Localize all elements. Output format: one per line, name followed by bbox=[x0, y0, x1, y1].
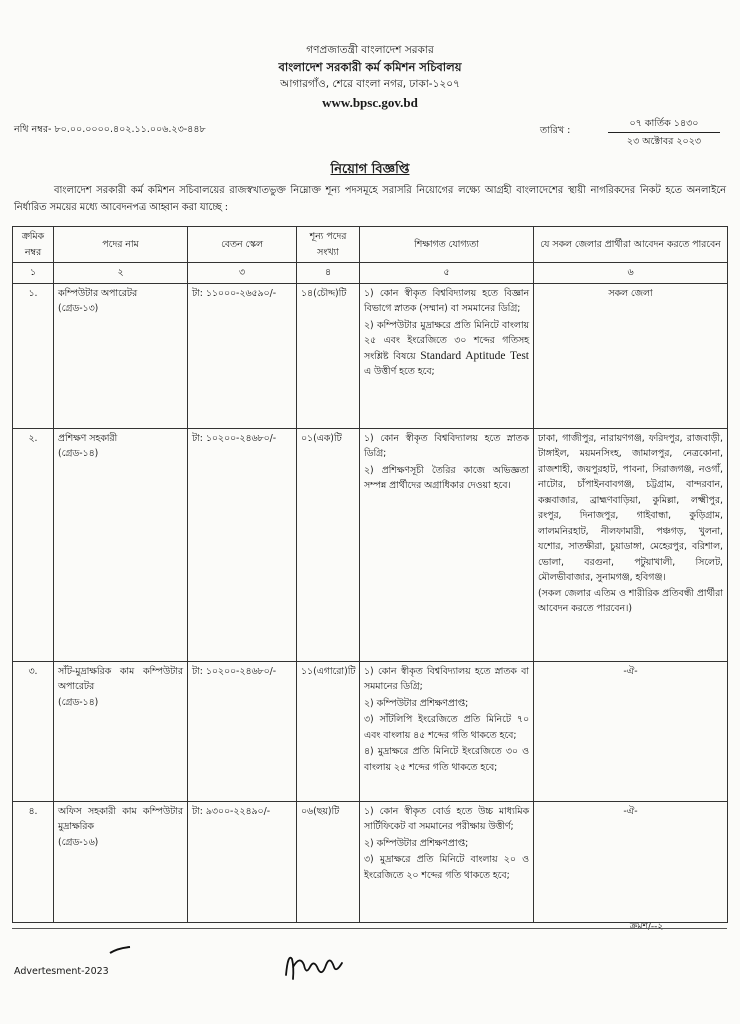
edu-english-text: Standard Aptitude Test bbox=[420, 349, 529, 362]
row-education bbox=[360, 283, 534, 428]
row-districts bbox=[534, 428, 728, 661]
notice-title: নিয়োগ বিজ্ঞপ্তি bbox=[330, 162, 410, 177]
edu-item: ১) কোন স্বীকৃত বিশ্ববিদ্যালয় হতে স্নাতক ডিগ্রি; bbox=[364, 432, 529, 459]
row-education bbox=[360, 428, 534, 661]
edu-item: ৩) সাঁটলিপি ইংরেজিতে প্রতি মিনিটে ৭০ এবং বাংলায় ৪৫ শব্দের গতি থাকতে হবে; bbox=[364, 714, 529, 741]
post-grade: (গ্রেড-১৪) bbox=[58, 448, 99, 459]
row-vacancy: ০৬(ছয়)টি bbox=[297, 801, 360, 922]
post-grade: (গ্রেড-১৬) bbox=[58, 836, 99, 848]
row-districts: -ঐ- bbox=[534, 661, 728, 801]
row-education bbox=[360, 801, 534, 922]
date-bangla: ০৭ কার্তিক ১৪৩০ bbox=[629, 118, 699, 129]
continued-marker: ক্রমশ/--২ bbox=[630, 922, 664, 932]
column-number-row bbox=[13, 263, 728, 284]
edu-item bbox=[364, 318, 529, 380]
row-serial: ৪. bbox=[13, 801, 54, 922]
post-grade: (গ্রেড-১৪) bbox=[58, 696, 99, 708]
memo-number: নথি নম্বর- ৮০.০০.০০০০.৪০২.১১.০০৬.২৩-৪৪৮ bbox=[14, 124, 206, 135]
header-post: পদের নাম bbox=[54, 227, 188, 263]
row-districts: সকল জেলা bbox=[534, 283, 728, 428]
office-name: বাংলাদেশ সরকারী কর্ম কমিশন সচিবালয় bbox=[278, 60, 462, 74]
row-post bbox=[54, 801, 188, 922]
edu-item: ৪) মুদ্রাক্ষরে প্রতি মিনিটে ইংরেজিতে ৩০ ও বাংলায় ২৫ শব্দের গতি থাকতে হবে; bbox=[364, 746, 529, 773]
row-post bbox=[54, 661, 188, 801]
col-number: ১ bbox=[13, 263, 54, 284]
edu-item: ২) কম্পিউটার প্রশিক্ষণপ্রাপ্ত; bbox=[364, 837, 469, 849]
footer-label: Advertesment-2023 bbox=[14, 966, 109, 977]
table-row bbox=[13, 428, 728, 661]
row-districts: -ঐ- bbox=[534, 801, 728, 922]
post-grade: (গ্রেড-১৩) bbox=[58, 303, 99, 314]
col-number: ৫ bbox=[360, 263, 534, 284]
website-link[interactable]: www.bpsc.gov.bd bbox=[322, 95, 418, 110]
date-divider bbox=[608, 132, 720, 133]
edu-text: এ উত্তীর্ণ হতে হবে; bbox=[364, 366, 435, 377]
table-row bbox=[13, 661, 728, 801]
edu-item: ১) কোন স্বীকৃত বিশ্ববিদ্যালয় হতে স্নাতক বা সমমানের ডিগ্রি; bbox=[364, 665, 529, 692]
table-header-row bbox=[13, 227, 728, 263]
header-scale: বেতন স্কেল bbox=[188, 227, 297, 263]
govt-name: গণপ্রজাতন্ত্রী বাংলাদেশ সরকার bbox=[306, 44, 434, 56]
header-vacancy: শূন্য পদের সংখ্যা bbox=[297, 227, 360, 263]
row-scale: টা: ১০২০০-২৪৬৮০/- bbox=[188, 428, 297, 661]
office-address: আগারগাঁও, শেরে বাংলা নগর, ঢাকা-১২০৭ bbox=[280, 78, 460, 90]
edu-item: ১) কোন স্বীকৃত বিশ্ববিদ্যালয় হতে বিজ্ঞান বিভাগে স্নাতক (সম্মান) বা সমমানের ডিগ্রি; bbox=[364, 287, 529, 314]
date-values bbox=[604, 116, 724, 149]
col-number: ৬ bbox=[534, 263, 728, 284]
header-serial: ক্রমিক নম্বর bbox=[13, 227, 54, 263]
letterhead bbox=[0, 42, 740, 111]
table-row bbox=[13, 283, 728, 428]
edu-item: ২) কম্পিউটার প্রশিক্ষণপ্রাপ্ত; bbox=[364, 697, 469, 709]
edu-item: ৩) মুদ্রাক্ষরে প্রতি মিনিটে বাংলায় ২০ ও ইংরেজিতে ২০ শব্দের গতি থাকতে হবে; bbox=[364, 854, 529, 881]
row-post bbox=[54, 428, 188, 661]
edu-item: ২) প্রশিক্ষণসূচী তৈরির কাজে অভিজ্ঞতা সম্পন্ন প্রার্থীদের অগ্রাধিকার দেওয়া হবে। bbox=[364, 464, 529, 491]
post-name: সাঁট-মুদ্রাক্ষরিক কাম কম্পিউটার অপারেটর bbox=[58, 665, 183, 692]
row-vacancy: ১১(এগারো)টি bbox=[297, 661, 360, 801]
date-label: তারিখ : bbox=[540, 125, 571, 136]
district-note: (সকল জেলার এতিম ও শারীরিক প্রতিবন্ধী প্রার্থীরা আবেদন করতে পারবেন।) bbox=[538, 587, 723, 614]
row-vacancy: ০১(এক)টি bbox=[297, 428, 360, 661]
row-vacancy: ১৪(চৌদ্দ)টি bbox=[297, 283, 360, 428]
post-name: কম্পিউটার অপারেটর bbox=[58, 287, 138, 299]
col-number: ৪ bbox=[297, 263, 360, 284]
signature-icon bbox=[280, 945, 350, 989]
vacancy-table bbox=[12, 226, 728, 923]
header-education: শিক্ষাগত যোগ্যতা bbox=[360, 227, 534, 263]
post-name: প্রশিক্ষণ সহকারী bbox=[58, 432, 118, 444]
footer-divider bbox=[12, 928, 727, 929]
row-serial: ১. bbox=[13, 283, 54, 428]
date-english: ২৩ অক্টোবর ২০২৩ bbox=[626, 136, 702, 147]
district-list: ঢাকা, গাজীপুর, নারায়ণগঞ্জ, ফরিদপুর, রাজবাড়ী, টাঙ্গাইল, ময়মনসিংহ, জামালপুর, নেত্রকোনা, রাজশাহী, জয়পুরহাট, পাবনা, সিরাজগঞ্জ, নওগাঁ, নাটোর, চাঁপাইনবাবগঞ্জ, চট্টগ্রাম, বান্দরবান, কক্সবাজার, ব্রাহ্মণবাড়িয়া, কুমিল্লা, লক্ষ্মীপুর, রংপুর, দিনাজপুর, গাইবান্ধা, কুড়িগ্রাম, লালমনিরহাট, নীলফামারী, পঞ্চগড়, খুলনা, যশোর, সাতক্ষীরা, চুয়াডাঙ্গা, মেহেরপুর, বরিশাল, ভোলা, বরগুনা, পটুয়াখালী, সিলেট, মৌলভীবাজার, সুনামগঞ্জ, হবিগঞ্জ। bbox=[538, 432, 723, 583]
row-scale: টা: ১১০০০-২৬৫৯০/- bbox=[188, 283, 297, 428]
row-education bbox=[360, 661, 534, 801]
edu-item: ১) কোন স্বীকৃত বোর্ড হতে উচ্চ মাধ্যমিক সার্টিফিকেট বা সমমানের পরীক্ষায় উত্তীর্ণ; bbox=[364, 805, 529, 832]
col-number: ৩ bbox=[188, 263, 297, 284]
row-scale: টা: ১০২০০-২৪৬৮০/- bbox=[188, 661, 297, 801]
row-post bbox=[54, 283, 188, 428]
intro-paragraph: বাংলাদেশ সরকারী কর্ম কমিশন সচিবালয়ের রাজস্বখাতভুক্ত নিম্নোক্ত শূন্য পদসমূহে সরাসরি নিয়োগের লক্ষ্যে আগ্রহী বাংলাদেশের স্থায়ী নাগরিকদের নিকট হতে অনলাইনে নির্ধারিত সময়ের মধ্যে আবেদনপত্র আহ্বান করা যাচ্ছে : bbox=[14, 185, 727, 213]
edu-text: ২) কম্পিউটার মুদ্রাক্ষরে প্রতি মিনিটে বাংলায় ২৫ এবং ইংরেজিতে ৩০ শব্দের গতিসহ সংশ্লিষ্ট বিষয়ে bbox=[364, 319, 529, 362]
row-serial: ৩. bbox=[13, 661, 54, 801]
table-row bbox=[13, 801, 728, 922]
row-serial: ২. bbox=[13, 428, 54, 661]
tick-mark-icon bbox=[108, 940, 132, 959]
col-number: ২ bbox=[54, 263, 188, 284]
header-districts: যে সকল জেলার প্রার্থীরা আবেদন করতে পারবেন bbox=[534, 227, 728, 263]
row-scale: টা: ৯৩০০-২২৪৯০/- bbox=[188, 801, 297, 922]
post-name: অফিস সহকারী কাম কম্পিউটার মুদ্রাক্ষরিক bbox=[58, 805, 183, 832]
